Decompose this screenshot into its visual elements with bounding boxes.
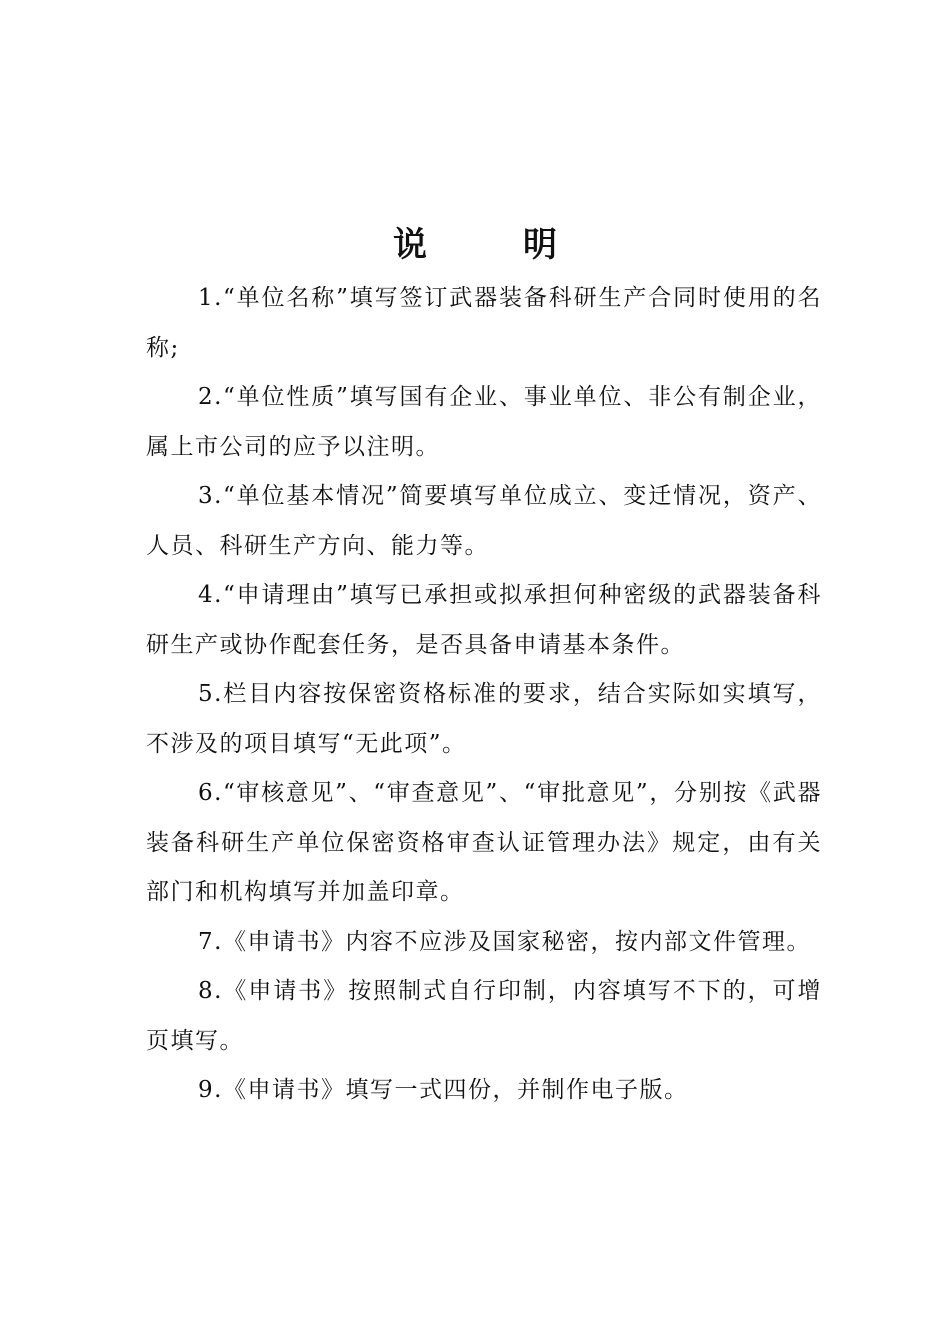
instruction-item-3: 3.“单位基本情况”简要填写单位成立、变迁情况，资产、人员、科研生产方向、能力等。 [146, 483, 822, 559]
instruction-item-6: 6.“审核意见”、“审查意见”、“审批意见”，分别按《武器装备科研生产单位保密资格审查认证管理办法》规定，由有关部门和机构填写并加盖印章。 [146, 780, 822, 905]
page-title [0, 222, 950, 268]
instruction-item-5: 5.栏目内容按保密资格标准的要求，结合实际如实填写，不涉及的项目填写“无此项”。 [146, 681, 822, 757]
instructions-list [146, 274, 822, 1116]
title-char-2: 明 [523, 225, 557, 265]
instruction-item-9: 9.《申请书》填写一式四份，并制作电子版。 [198, 1077, 689, 1103]
instruction-item-8: 8.《申请书》按照制式自行印制，内容填写不下的，可增页填写。 [146, 978, 822, 1054]
instruction-item-4: 4.“申请理由”填写已承担或拟承担何种密级的武器装备科研生产或协作配套任务，是否具备申请基本条件。 [146, 582, 822, 658]
instruction-item-2: 2.“单位性质”填写国有企业、事业单位、非公有制企业，属上市公司的应予以注明。 [146, 384, 822, 460]
instruction-item-1: 1.“单位名称”填写签订武器装备科研生产合同时使用的名称; [146, 285, 822, 361]
title-char-1: 说 [393, 225, 427, 265]
instruction-item-7: 7.《申请书》内容不应涉及国家秘密，按内部文件管理。 [198, 928, 811, 955]
